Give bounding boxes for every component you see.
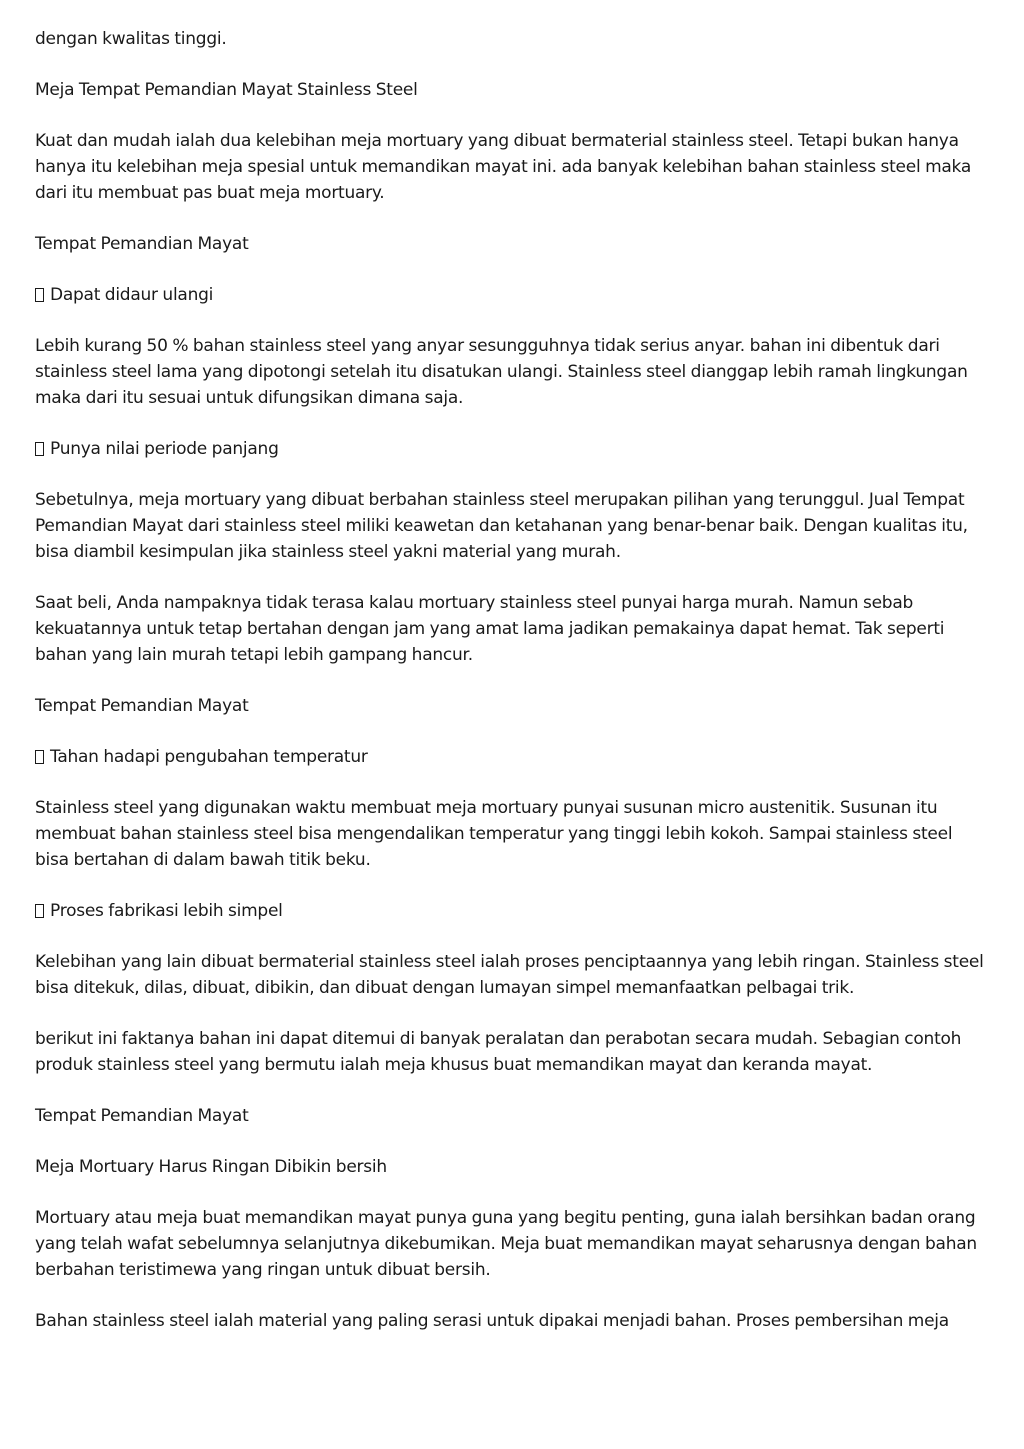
paragraph: Lebih kurang 50 % bahan stainless steel yang anyar sesungguhnya tidak serius anyar. bahan ini dibentuk dari stainless steel lama yang dipotongi setelah itu disatukan ulangi. Stainless steel dianggap lebih ramah lingkungan maka dari itu sesuai untuk difungsikan dimana saja. [35, 336, 968, 408]
paragraph: Kuat dan mudah ialah dua kelebihan meja mortuary yang dibuat bermaterial stainless steel. Tetapi bukan hanya hanya itu kelebihan meja spesial untuk memandikan mayat ini. ada banyak kelebihan bahan stainless steel maka dari itu membuat pas buat meja mortuary. [35, 131, 972, 203]
bullet-text: Punya nilai periode panjang [50, 439, 279, 459]
section-heading: Tempat Pemandian Mayat [35, 1106, 249, 1126]
bullet-item [35, 436, 990, 462]
bullet-item [35, 282, 990, 308]
section-heading: Meja Mortuary Harus Ringan Dibikin bersih [35, 1157, 387, 1177]
missing-glyph-icon [35, 750, 44, 764]
section-heading: Tempat Pemandian Mayat [35, 234, 249, 254]
paragraph: dengan kwalitas tinggi. [35, 29, 227, 49]
paragraph: berikut ini faktanya bahan ini dapat ditemui di banyak peralatan dan perabotan secara mudah. Sebagian contoh produk stainless steel yang bermutu ialah meja khusus buat memandikan mayat dan keranda mayat. [35, 1029, 962, 1075]
document-body [35, 26, 990, 1359]
section-heading: Tempat Pemandian Mayat [35, 696, 249, 716]
section-heading: Meja Tempat Pemandian Mayat Stainless Steel [35, 80, 418, 100]
bullet-item [35, 744, 990, 770]
paragraph: Bahan stainless steel ialah material yang paling serasi untuk dipakai menjadi bahan. Proses pembersihan meja [35, 1311, 949, 1331]
bullet-text: Proses fabrikasi lebih simpel [50, 901, 283, 921]
missing-glyph-icon [35, 904, 44, 918]
bullet-text: Tahan hadapi pengubahan temperatur [50, 747, 368, 767]
paragraph: Stainless steel yang digunakan waktu membuat meja mortuary punyai susunan micro austenitik. Susunan itu membuat bahan stainless steel bisa mengendalikan temperatur yang tinggi lebih kokoh. Sampai stainless steel bisa bertahan di dalam bawah titik beku. [35, 798, 953, 870]
paragraph: Mortuary atau meja buat memandikan mayat punya guna yang begitu penting, guna ialah bersihkan badan orang yang telah wafat sebelumnya selanjutnya dikebumikan. Meja buat memandikan mayat seharusnya dengan bahan berbahan teristimewa yang ringan untuk dibuat bersih. [35, 1208, 977, 1280]
paragraph: Saat beli, Anda nampaknya tidak terasa kalau mortuary stainless steel punyai harga murah. Namun sebab kekuatannya untuk tetap bertahan dengan jam yang amat lama jadikan pemakainya dapat hemat. Tak seperti bahan yang lain murah tetapi lebih gampang hancur. [35, 593, 945, 665]
paragraph: Kelebihan yang lain dibuat bermaterial stainless steel ialah proses penciptaannya yang lebih ringan. Stainless steel bisa ditekuk, dilas, dibuat, dibikin, dan dibuat dengan lumayan simpel memanfaatkan pelbagai trik. [35, 952, 984, 998]
bullet-item [35, 898, 990, 924]
missing-glyph-icon [35, 442, 44, 456]
bullet-text: Dapat didaur ulangi [50, 285, 214, 305]
missing-glyph-icon [35, 288, 44, 302]
paragraph: Sebetulnya, meja mortuary yang dibuat berbahan stainless steel merupakan pilihan yang terunggul. Jual Tempat Pemandian Mayat dari stainless steel miliki keawetan dan ketahanan yang benar-benar baik. Dengan kualitas itu, bisa diambil kesimpulan jika stainless steel yakni material yang murah. [35, 490, 968, 562]
